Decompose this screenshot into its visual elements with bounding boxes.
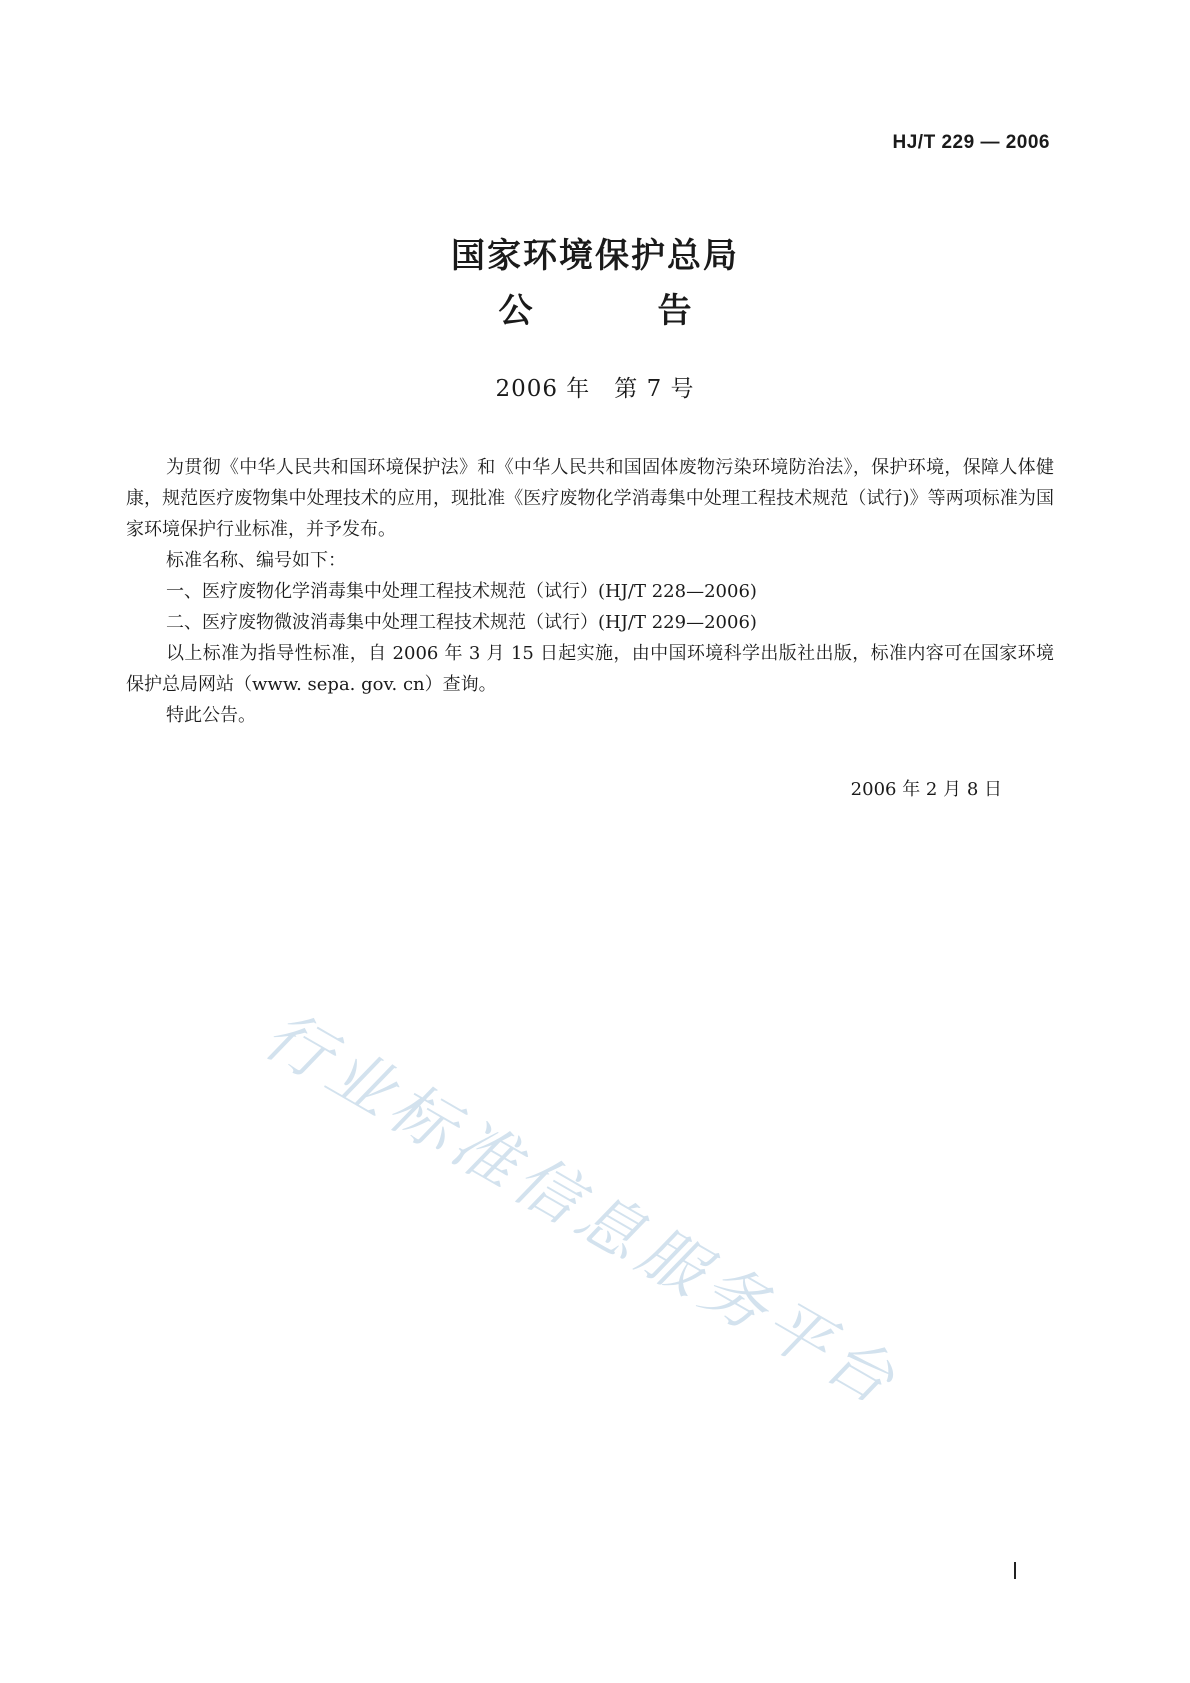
issue-number: 2006 年 第 7 号: [495, 376, 695, 402]
page-subtitle: 公告: [498, 291, 817, 331]
standard-code: HJ/T 229 — 2006: [892, 132, 1050, 153]
paragraph-closing: 特此公告。: [166, 705, 256, 726]
paragraph-standard-2: 二、医疗废物微波消毒集中处理工程技术规范（试行）(HJ/T 229—2006): [166, 612, 757, 633]
announcement-date: 2006 年 2 月 8 日: [850, 779, 1002, 800]
paragraph-implementation: 以上标准为指导性标准，自 2006 年 3 月 15 日起实施，由中国环境科学出版社出版，标准内容可在国家环境保护总局网站（www. sepa. gov. cn）查询。: [126, 643, 1054, 695]
paragraph-list-heading: 标准名称、编号如下：: [166, 550, 346, 571]
page-number-mark: [1014, 1562, 1016, 1579]
watermark: 行业标准信息服务平台: [251, 997, 913, 1423]
paragraph-standard-1: 一、医疗废物化学消毒集中处理工程技术规范（试行）(HJ/T 228—2006): [166, 581, 757, 602]
announcement-body: [126, 452, 1054, 731]
paragraph-intro: 为贯彻《中华人民共和国环境保护法》和《中华人民共和国固体废物污染环境防治法》，保护环境，保障人体健康，规范医疗废物集中处理技术的应用，现批准《医疗废物化学消毒集中处理工程技术规范（试行)》等两项标准为国家环境保护行业标准，并予发布。: [126, 457, 1054, 540]
page-title: 国家环境保护总局: [451, 236, 739, 276]
